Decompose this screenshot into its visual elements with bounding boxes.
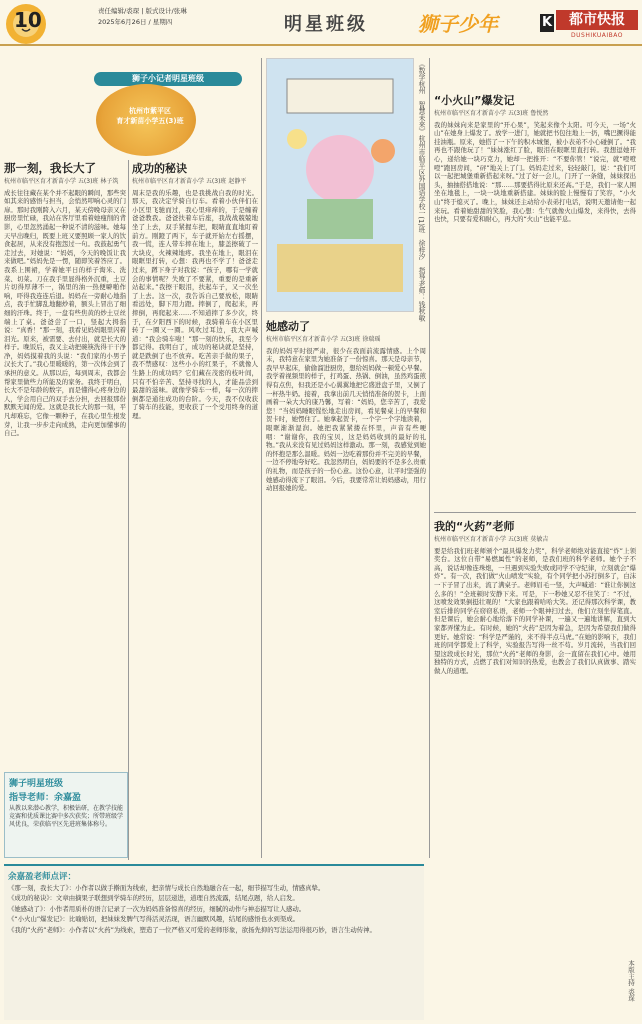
drawing-caption: 《数学杭州 智慧未来》杭州市临平区外国语学校一(1)班 徐梓汐 指导老师：钱秋敏 (417, 60, 425, 322)
teacher-profile: 从教以来潜心教学，积极钻研，在教学技能竞赛和优质课比赛中多次获奖；所带班级学风优良，荣获临平区先进班集体称号。 (9, 805, 124, 828)
paper-pinyin: DUSHIKUAIBAO (571, 32, 623, 39)
article-1-body: 成长往往藏在某个并不起眼的瞬间，那些突如其来的感悟与担当，会悄然叩响心灵的门扉。那时我刚跨入六月，某天傍晚母亲又在厨房里忙碌，我站在客厅里看着她瘦削的背影，心里忽然涌起一种说不清的滋味。她每天早出晚归，既要上班又要照顾一家人的饮食起居，从来没有抱怨过一句。我鼓起勇气走过去，对她说：“妈妈，今天的晚饭让我来做吧。”妈妈先是一愣，随即笑着答应了。我系上围裙，学着她平日的样子淘米、洗菜、切菜。刀在我手里显得格外沉重，土豆片切得厚薄不一，锅里的油一热便噼啪作响，吓得我连连后退。妈妈在一旁耐心地指点，我手忙脚乱地翻炒着，额头上冒出了细细的汗珠。终于，一盘有些焦黄的炒土豆丝端上了桌。爸爸尝了一口，竖起大拇指说：“真香！”那一刻，我看见妈妈眼里闪着泪光。原来，被需要、去付出，就是长大的样子。晚饭后，我又主动把碗筷洗得干干净净，妈妈摸着我的头说：“我们家的小男子汉长大了。”我心里暖暖的，第一次体会到了承担的意义。从那以后，每到周末，我都会帮家里做些力所能及的家务。我终于明白，长大不是年龄的数字，而是懂得心疼身边的人，学会用自己的双手去分担，去回报那份默默无闻的爱。这就是我长大的那一刻，平凡却难忘，它像一颗种子，在我心里生根发芽，让我一步步走向成熟，走向更加懂事的自己。 (4, 188, 126, 438)
brand-script: 狮子少年 (418, 12, 498, 36)
child-drawing (266, 58, 414, 312)
side-credit: 本版主持 裘琛 (627, 960, 635, 1002)
teacher-box (4, 772, 128, 858)
badge-class: 育才新苗小学五(3)班 (116, 117, 184, 125)
comments-heading: 余嘉盈老师点评： (8, 872, 77, 882)
article-4-title: “小火山”爆发记 (434, 94, 515, 107)
editor-info: 责任编辑/裘琛 | 版式设计/张琳 (98, 7, 187, 15)
article-5-byline: 杭州市临平区育才新苗小学 五(3)班 莫敏吉 (434, 536, 549, 543)
comment-item: 《“小火山”爆发记》：比喻贴切，把妹妹发脾气写得活灵活现，语言幽默风趣，结尾的感悟也水到渠成。 (8, 915, 299, 924)
article-5-title: 我的“火药”老师 (434, 520, 515, 533)
article-4-byline: 杭州市临平区育才新苗小学 五(3)班 鲁悦然 (434, 110, 549, 117)
article-4-divider (434, 512, 636, 513)
badge-banner: 狮子小记者明星班级 (94, 72, 242, 86)
teacher-name: 指导老师：余嘉盈 (9, 793, 82, 803)
page-header (0, 0, 642, 48)
teacher-comments (4, 864, 424, 1020)
paper-name: 都市快报 (556, 10, 638, 30)
section-title: 明星班级 (284, 14, 368, 35)
article-3-body: 我的妈妈平时很严肃，很少在我面前流露情感。上个周末，我特意在家里为她准备了一份惊喜。那天是母亲节，我早早起床，偷偷溜进厨房，想给妈妈做一顿爱心早餐。我学着视频里的样子，打鸡蛋、热锅、倒油，虽然鸡蛋煎得有点焦，但我还是小心翼翼地把它盛进盘子里，又倒了一杯热牛奶。接着，我拿出前几天悄悄准备的贺卡，上面画着一朵大大的康乃馨，写着：“妈妈，您辛苦了，我爱您！”当妈妈睡眼惺忪地走出房间，看见餐桌上的早餐和贺卡时，她愣住了。她拿起贺卡，一个字一个字地读着，眼眶渐渐湿润。她把我紧紧搂在怀里，声音有些哽咽：“谢谢你，我的宝贝，这是妈妈收到的最好的礼物。”我从来没有见过妈妈这样激动。那一刻，我感觉到她的怀抱是那么温暖。妈妈一边吃着那份并不完美的早餐，一边不停地夸好吃。我忽然明白，妈妈要的不是多么贵重的礼物，而是孩子的一份心意。这份心意，让平时坚强的她感动得流下了眼泪。今后，我要常常让妈妈感动，用行动回报她的爱。 (266, 346, 426, 493)
article-3-byline: 杭州市临平区育才新苗小学 五(3)班 徐瑞瑶 (266, 336, 381, 343)
teacher-box-title: 狮子明星班级 (9, 779, 64, 789)
article-1 (4, 160, 126, 766)
column-divider-2 (261, 58, 262, 858)
comment-item: 《我的“火药”老师》：小作者以“火药”为线索，塑造了一位严格又可爱的老师形象，欲扬先抑的写法运用得很巧妙，语言生动传神。 (8, 925, 376, 934)
article-2-body: 周末是我的乐趣，也是我挑战自我的时光。那天，我决定学骑自行车。看着小伙伴们在小区里飞驰而过，我心里痒痒的，于是缠着爸爸教我。爸爸扶着车后座，我战战兢兢地坐了上去，双手紧握车把，眼睛直直地盯着前方。刚蹬了两下，车子就开始左右摇摆，我一慌，连人带车摔在地上，膝盖擦破了一大块皮，火辣辣地疼。我坐在地上，眼泪在眼眶里打转，心想：我再也不学了！爸爸走过来，蹲下身子对我说：“孩子，哪有一学就会的事情呢？失败了不要紧，重要的是重新站起来。”我擦干眼泪，扶起车子，又一次坐了上去。这一次，我告诉自己要放松，眼睛看远处，脚下用力蹬。摔倒了，爬起来，再摔倒，再爬起来……不知道摔了多少次，终于，在夕阳西下的时候，我骑着车在小区里转了一圈又一圈。风吹过耳边，我大声喊道：“我会骑车啦！”那一刻的快乐，我至今都记得。我明白了，成功的秘诀就是坚持，就是跌倒了也不放弃。吃苦亲手做的果子，我不禁感叹：这些小小的红果子，不就像人生路上的成功吗？它们藏在茂密的枝叶间，只有不怕辛苦、坚持寻找的人，才能品尝到最甜的滋味。就像学骑车一样，每一次的摔倒都是通往成功的台阶。今天，我不仅收获了骑车的技能，更收获了一个受用终身的道理。 (132, 188, 258, 421)
article-2-title: 成功的秘诀 (132, 162, 187, 175)
header-divider (0, 44, 642, 46)
badge-school: 杭州市紫平区 (129, 107, 171, 115)
class-badge (0, 60, 260, 155)
article-2-byline: 杭州市临平区育才新苗小学 五(3)班 赵静平 (132, 178, 247, 185)
page-number: 10 (14, 8, 42, 32)
issue-date: 2025年6月26日 / 星期四 (98, 18, 173, 26)
comments-body (4, 884, 424, 1008)
article-3 (266, 318, 426, 858)
article-5 (434, 518, 636, 1014)
article-3-title: 她感动了 (266, 320, 310, 333)
article-4 (434, 92, 636, 508)
column-divider-3 (429, 58, 430, 858)
article-1-byline: 杭州市临平区育才新苗小学 五(3)班 林子筑 (4, 178, 119, 185)
article-2 (132, 160, 258, 858)
drawing-illustration (267, 59, 413, 311)
comment-item: 《她感动了》：小作者用质朴的语言记录了一次为妈妈准备惊喜的经历，细腻的动作与神态描写让人感动。 (8, 904, 306, 913)
article-1-title: 那一刻，我长大了 (4, 161, 96, 175)
article-5-body: 要是给我们班老师颁个“最具爆发力奖”，科学老师绝对能直接“炸”上领奖台。这位自带“易燃属性”的老师，是我们班的科学老师。她个子不高，说话却像连珠炮，一旦遇到实验失败或同学不守纪律，立刻就会“爆炸”。有一次，我们做“火山喷发”实验，有个同学把小苏打倒多了，白沫一下子冒了出来，流了满桌子。老师眉毛一竖，大声喊道：“谁让你倒这么多的！”全班顿时安静下来。可是，下一秒她又忍不住笑了：“不过，这喷发效果倒挺壮观的！”大家也跟着哈哈大笑。还记得那次科学课，教室后排的同学在窃窃私语，老师一个眼神扫过去，他们立刻坐得笔直。但是课后，她会耐心地给落下的同学补课，一遍又一遍地讲解，直到大家都弄懂为止。有时候，她的“火药”是因为着急，是因为希望我们做得更好。她常说：“科学是严谨的，来不得半点马虎。”在她的影响下，我们班的同学都爱上了科学，实验报告写得一丝不苟。岁月流转，当我们回望这段成长时光，那位“火药”老师的身影，会一直留在我们心中。她用独特的方式，点燃了我们对知识的热爱，也教会了我们认真做事、踏实做人的道理。 (434, 546, 636, 675)
column-divider-1 (128, 160, 129, 860)
comment-item: 《那一刻，我长大了》：小作者以做手擀面为线索，把亲情与成长自然地融合在一起，细节描写生动，情感真挚。 (8, 884, 325, 892)
comment-item: 《成功的秘诀》：文章由摘果子联想到学骑车的经历，层层递进，道理自然流露，结尾点题，给人启发。 (8, 894, 299, 903)
paper-logo-icon: K (541, 15, 553, 30)
article-4-body: 我的妹妹向来是家里的“开心果”，笑起来像个太阳。可今天，一场“火山”在她身上爆发了。放学一进门，她就把书包往地上一扔，嘴巴撅得能挂油瓶。原来，她搭了一下午的积木城堡，被小表弟不小心碰倒了。“我再也不跟他玩了！”妹妹涨红了脸，眼泪在眼眶里直打转。我想逗她开心，递给她一块巧克力，她却一把推开：“不要你管！”说完，就“噔噔噔”跑回房间，“砰”地关上了门。妈妈走过来，轻轻敲门，说：“我们可以一起把城堡重新搭起来呀。”过了好一会儿，门开了一条缝，妹妹探出头，抽抽搭搭地说：“那……那要搭得比原来还高。”于是，我们一家人围坐在地毯上，一块一块地重新搭建。妹妹的脸上慢慢有了笑容，“小火山”终于熄灭了。晚上，妹妹还主动给小表弟打电话，说明天邀请他一起来玩。看着她甜甜的笑脸，我心想：生气就像火山爆发，来得快，去得也快，只要有爱和耐心，再大的“火山”也能平息。 (434, 120, 636, 224)
